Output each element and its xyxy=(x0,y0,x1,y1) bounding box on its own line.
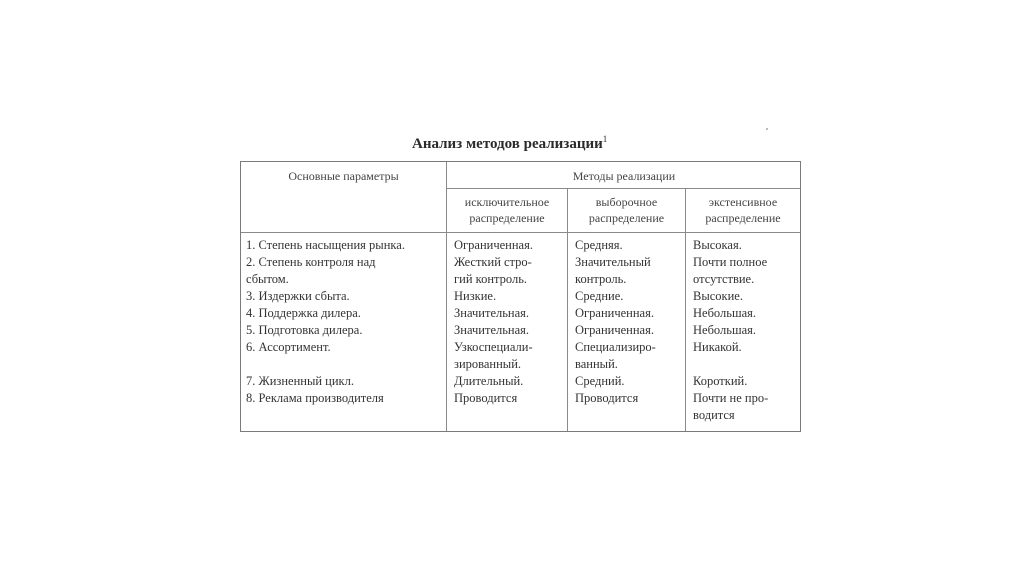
extensive-2-cont: отсутствие. xyxy=(693,272,755,286)
header-exclusive xyxy=(447,194,567,226)
header-methods: Методы реализации xyxy=(572,169,676,183)
column-extensive xyxy=(693,237,768,424)
extensive-5: Небольшая. xyxy=(693,323,757,337)
extensive-8: Почти не про- xyxy=(693,391,769,405)
scan-speck xyxy=(766,128,768,130)
header-exclusive-line1: исключительное xyxy=(464,195,550,209)
header-selective-line2: распределение xyxy=(588,211,665,225)
selective-4: Ограниченная. xyxy=(575,306,654,320)
column-exclusive xyxy=(454,237,533,424)
header-extensive-line2: распределение xyxy=(705,211,781,225)
column-selective xyxy=(575,237,656,424)
extensive-2: Почти полное xyxy=(693,255,768,269)
extensive-4: Небольшая. xyxy=(693,306,757,320)
selective-6: Специализиро- xyxy=(575,340,656,354)
param-4: 4. Поддержка дилера. xyxy=(246,306,361,320)
exclusive-2-cont: гий контроль. xyxy=(454,272,528,286)
param-3: 3. Издержки сбыта. xyxy=(246,289,350,303)
param-6-cont xyxy=(246,356,405,373)
extensive-6: Никакой. xyxy=(693,340,742,354)
header-params: Основные параметры xyxy=(288,169,399,183)
param-5: 5. Подготовка дилера. xyxy=(246,323,363,337)
extensive-6-cont xyxy=(693,356,768,373)
exclusive-5: Значительная. xyxy=(454,323,530,337)
selective-7: Средний. xyxy=(575,374,625,388)
param-8-cont xyxy=(246,407,405,424)
selective-2: Значительный xyxy=(575,255,651,269)
exclusive-4: Значительная. xyxy=(454,306,530,320)
param-7: 7. Жизненный цикл. xyxy=(246,374,354,388)
exclusive-7: Длительный. xyxy=(454,374,524,388)
divider-header-bottom xyxy=(241,232,800,233)
methods-table xyxy=(240,161,801,432)
exclusive-3: Низкие. xyxy=(454,289,497,303)
param-8: 8. Реклама производителя xyxy=(246,391,384,405)
footnote-mark: 1 xyxy=(602,134,608,144)
selective-8-cont xyxy=(575,407,656,424)
selective-5: Ограниченная. xyxy=(575,323,654,337)
selective-2-cont: контроль. xyxy=(575,272,627,286)
extensive-3: Высокие. xyxy=(693,289,743,303)
extensive-7: Короткий. xyxy=(693,374,748,388)
exclusive-8-cont xyxy=(454,407,533,424)
param-1: 1. Степень насыщения рынка. xyxy=(246,238,405,252)
table-title xyxy=(412,136,607,153)
exclusive-6: Узкоспециали- xyxy=(454,340,533,354)
header-exclusive-line2: распределение xyxy=(469,211,545,225)
exclusive-8: Проводится xyxy=(454,391,518,405)
exclusive-2: Жесткий стро- xyxy=(454,255,532,269)
divider-methods-header xyxy=(446,188,800,189)
param-2: 2. Степень контроля над xyxy=(246,255,376,269)
header-selective xyxy=(568,194,685,226)
exclusive-1: Ограниченная. xyxy=(454,238,533,252)
selective-1: Средняя. xyxy=(575,238,623,252)
selective-3: Средние. xyxy=(575,289,624,303)
header-extensive-line1: экстенсивное xyxy=(708,195,778,209)
header-selective-line1: выборочное xyxy=(595,195,658,209)
extensive-8-cont: водится xyxy=(693,408,735,422)
column-params xyxy=(246,237,405,424)
exclusive-6-cont: зированный. xyxy=(454,357,522,371)
table-title-text: Анализ методов реализации xyxy=(412,136,603,152)
extensive-1: Высокая. xyxy=(693,238,742,252)
param-6: 6. Ассортимент. xyxy=(246,340,331,354)
selective-6-cont: ванный. xyxy=(575,357,618,371)
selective-8: Проводится xyxy=(575,391,639,405)
header-extensive xyxy=(686,194,800,226)
param-2-cont: сбытом. xyxy=(246,272,289,286)
